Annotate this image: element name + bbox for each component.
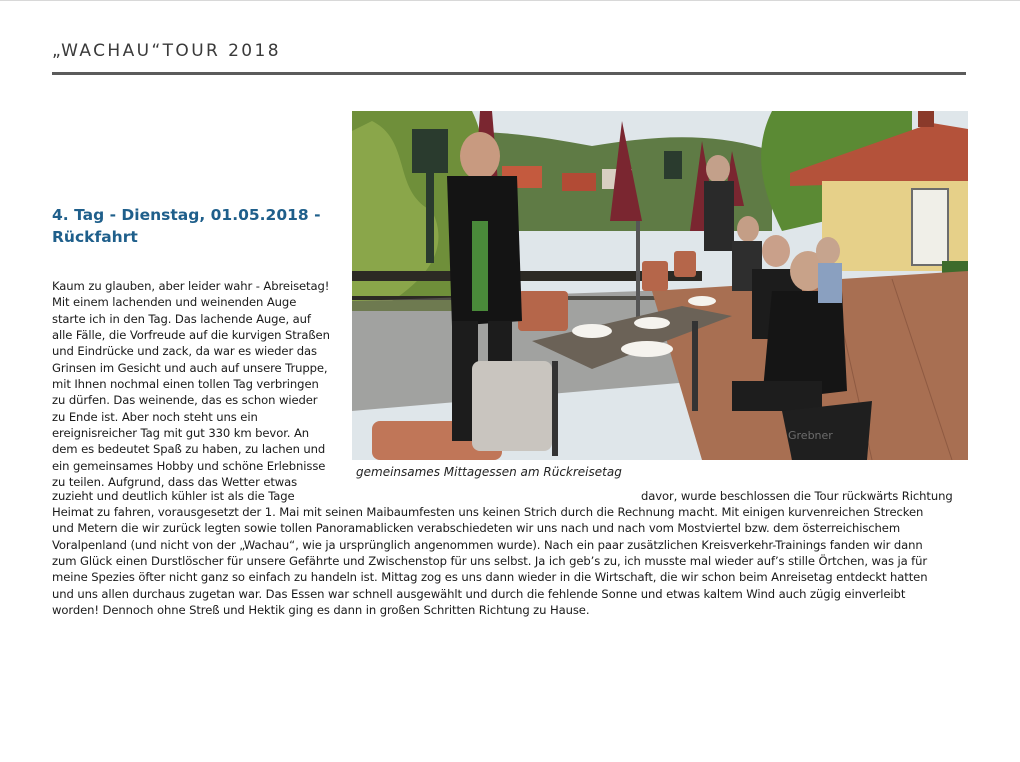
body-line: ereignisreicher Tag mit gut 330 km bevor. An <box>52 426 310 441</box>
terrace-lunch-photo <box>352 111 968 460</box>
body-line: worden! Dennoch ohne Streß und Hektik ging es dann in großen Schritten Richtung zu Hause. <box>52 603 590 618</box>
body-line-split-right: davor, wurde beschlossen die Tour rückwärts Richtung <box>641 489 953 503</box>
body-line: und Eindrücke und zack, da war es wieder das <box>52 344 317 359</box>
body-line: Kaum zu glauben, aber leider wahr - Abreisetag! <box>52 279 330 293</box>
body-line: dem es bedeutet Spaß zu haben, zu lachen und <box>52 442 326 457</box>
body-line: zu teilen. Aufgrund, dass das Wetter etwas <box>52 475 298 490</box>
intro-column-text <box>52 278 344 490</box>
heading-line-1: 4. Tag - Dienstag, 01.05.2018 - <box>52 206 321 224</box>
body-line: Voralpenland (und nicht von der „Wachau“, wie ja ursprünglich angenommen wurde). Nach ein paar zusätzlichen Kreisverkehr-Trainings fanden wir dann <box>52 537 923 552</box>
heading-line-2: Rückfahrt <box>52 228 138 246</box>
body-line: zum Glück einen Durstlöscher für unsere Gefährte und Zwischenstop für uns selbst. Ja ich geb’s zu, ich musste mal wieder auf’s stille Örtchen, was ja für <box>52 554 928 569</box>
photo-caption: gemeinsames Mittagessen am Rückreisetag <box>356 465 622 479</box>
body-line: alle Fälle, die Vorfreude auf die kurvigen Straßen <box>52 328 330 343</box>
body-line: mit Ihnen nochmal einen tollen Tag verbringen <box>52 377 319 392</box>
section-heading <box>52 204 342 248</box>
body-line: Heimat zu fahren, vorausgesetzt der 1. Mai mit seinen Maibaumfesten uns keinen Strich durch die Rechnung macht. Mit einigen kurvenreichen Strecken <box>52 505 924 519</box>
main-paragraph-text <box>52 504 972 618</box>
page-top-border <box>0 0 1020 1</box>
body-line: meine Spezies öfter nicht ganz so einfach zu handeln ist. Mittag zog es uns dann wieder in die Wirtschaft, die wir schon beim Anreisetag entdeckt hatten <box>52 570 928 585</box>
body-line-split-left: zuzieht und deutlich kühler ist als die Tage <box>52 489 295 503</box>
document-title: „WACHAU“TOUR 2018 <box>52 41 281 61</box>
body-line: Grinsen im Gesicht und auch auf unsere Truppe, <box>52 360 328 375</box>
body-line: starte ich in den Tag. Das lachende Auge, auf <box>52 311 311 326</box>
header-divider <box>52 72 966 75</box>
body-line: und Metern die wir zurück legten sowie tollen Panoramablicken verabschiedeten wir uns nach und nach vom Mostviertel bzw. dem österreichischem <box>52 521 901 536</box>
body-line: und uns allen durchaus zugetan war. Das Essen war schnell ausgewählt und durch die fehlende Sonne und etwas kaltem Wind auch zügig einverleibt <box>52 586 906 601</box>
jacket-print: Grebner <box>788 429 833 442</box>
body-line: zu dürfen. Das weinende, das es schon wieder <box>52 393 318 408</box>
body-line: zu Ende ist. Aber noch steht uns ein <box>52 409 258 424</box>
body-line: ein gemeinsames Hobby und schöne Erlebnisse <box>52 458 326 473</box>
body-line: Mit einem lachenden und weinenden Auge <box>52 295 297 310</box>
